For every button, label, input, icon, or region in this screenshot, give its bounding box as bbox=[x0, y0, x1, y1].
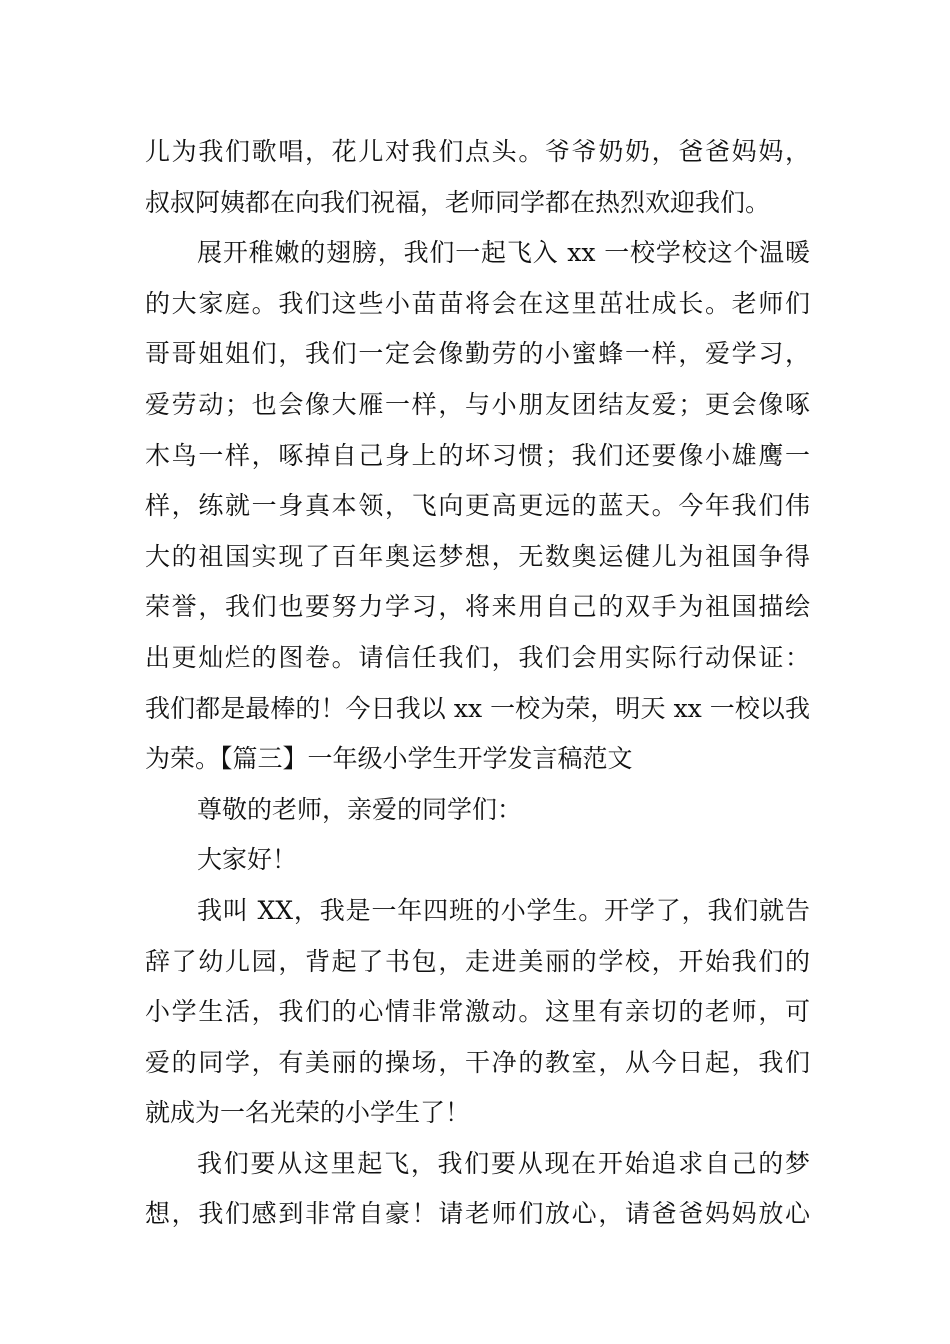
document-body bbox=[145, 127, 810, 1240]
text-line: 我们都是最棒的！今日我以 xx 一校为荣，明天 xx 一校以我 bbox=[145, 693, 810, 723]
text-line: 爱的同学，有美丽的操场，干净的教室，从今日起，我们 bbox=[145, 1047, 810, 1077]
text-line: 我们要从这里起飞，我们要从现在开始追求自己的梦 bbox=[197, 1148, 810, 1178]
text-line: 荣誉，我们也要努力学习，将来用自己的双手为祖国描绘 bbox=[145, 592, 810, 622]
text-line: 为荣。【篇三】一年级小学生开学发言稿范文 bbox=[145, 744, 633, 774]
text-line: 木鸟一样，啄掉自己身上的坏习惯；我们还要像小雄鹰一 bbox=[145, 440, 810, 470]
text-line: 大的祖国实现了百年奥运梦想，无数奥运健儿为祖国争得 bbox=[145, 541, 810, 571]
text-line: 出更灿烂的图卷。请信任我们，我们会用实际行动保证： bbox=[145, 642, 810, 672]
text-line: 展开稚嫩的翅膀，我们一起飞入 xx 一校学校这个温暖 bbox=[197, 238, 810, 268]
text-line: 哥哥姐姐们，我们一定会像勤劳的小蜜蜂一样，爱学习， bbox=[145, 339, 810, 369]
salutation-line: 尊敬的老师，亲爱的同学们： bbox=[197, 794, 523, 824]
text-line: 的大家庭。我们这些小苗苗将会在这里茁壮成长。老师们 bbox=[145, 288, 810, 318]
text-line: 小学生活，我们的心情非常激动。这里有亲切的老师，可 bbox=[145, 997, 810, 1027]
text-line: 儿为我们歌唱，花儿对我们点头。爷爷奶奶，爸爸妈妈， bbox=[145, 137, 810, 166]
text-line: 想，我们感到非常自豪！请老师们放心，请爸爸妈妈放心 bbox=[145, 1199, 810, 1229]
text-line: 辞了幼儿园，背起了书包，走进美丽的学校，开始我们的 bbox=[145, 946, 810, 976]
text-line: 叔叔阿姨都在向我们祝福，老师同学都在热烈欢迎我们。 bbox=[145, 187, 771, 217]
greeting-line: 大家好！ bbox=[197, 845, 298, 875]
text-line: 就成为一名光荣的小学生了！ bbox=[145, 1098, 471, 1128]
text-line: 样，练就一身真本领，飞向更高更远的蓝天。今年我们伟 bbox=[145, 491, 810, 521]
text-line: 爱劳动；也会像大雁一样，与小朋友团结友爱；更会像啄 bbox=[145, 389, 810, 419]
text-line: 我叫 XX，我是一年四班的小学生。开学了，我们就告 bbox=[197, 895, 810, 925]
